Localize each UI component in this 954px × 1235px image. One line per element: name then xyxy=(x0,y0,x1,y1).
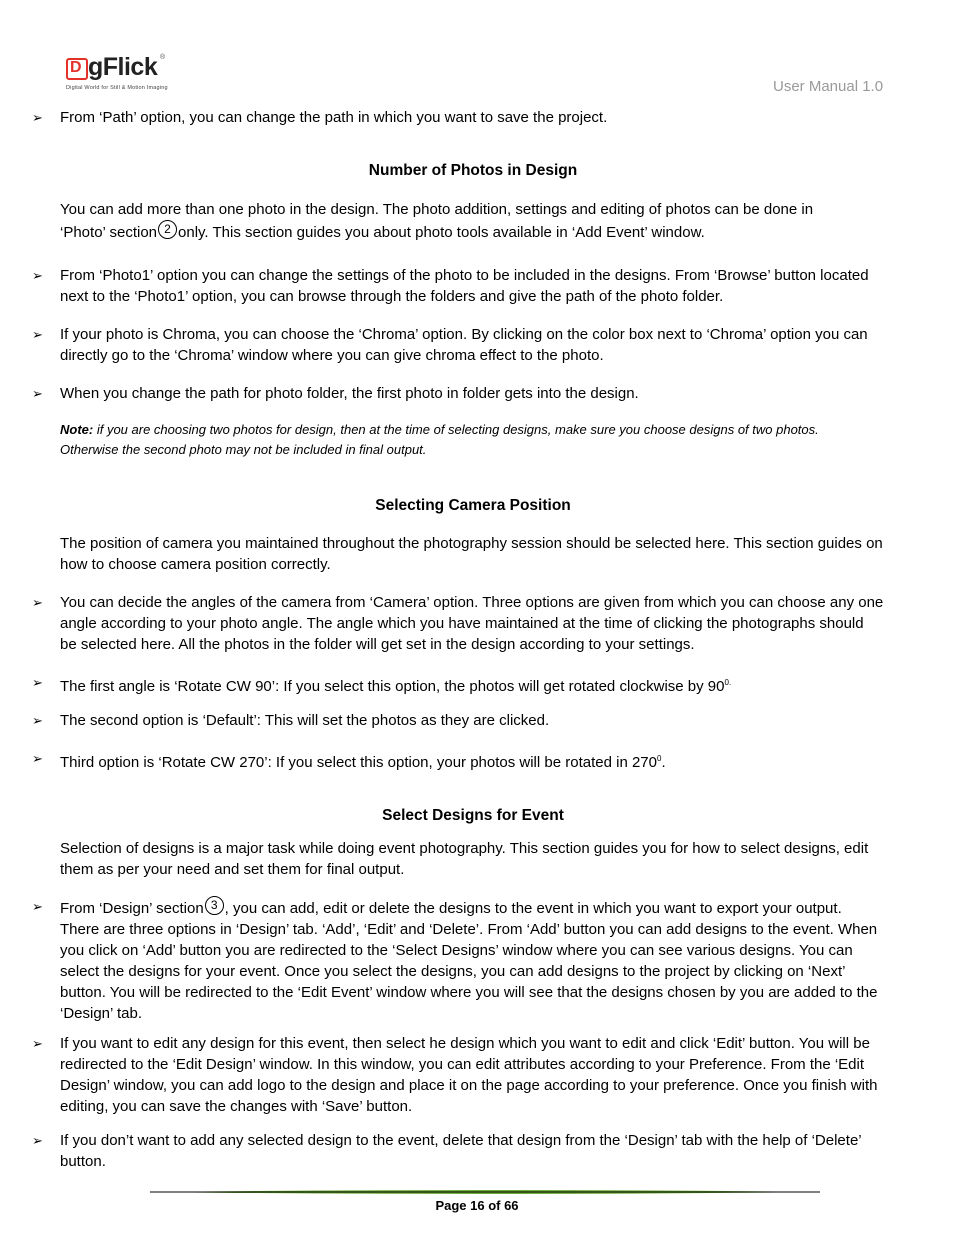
section-heading-designs: Select Designs for Event xyxy=(382,807,564,824)
bullet-icon: ➢ xyxy=(32,899,43,914)
section-number-icon: 2 xyxy=(158,220,177,239)
logo-mark: D xyxy=(66,58,88,80)
bullet-camera-angles: You can decide the angles of the camera from ‘Camera’ option. Three options are given from which you can choose any one angle according to your photo angle. The angle which you have maintained at the time of clicking the photographs should be selected here. All the photos in the folder will get set in the design according to your settings. xyxy=(60,594,884,653)
bullet-rotate-90: The first angle is ‘Rotate CW 90’: If you select this option, the photos will get rotated clockwise by $90^{0.}$ xyxy=(60,678,732,695)
bullet-icon: ➢ xyxy=(32,595,43,610)
bullet-chroma: If your photo is Chroma, you can choose the ‘Chroma’ option. By clicking on the color box next to ‘Chroma’ option you can directly go to the ‘Chroma’ window where you can give chroma effect to the photo. xyxy=(60,326,868,364)
bullet-icon: ➢ xyxy=(32,1036,43,1051)
page-number: Page 16 of 66 xyxy=(435,1198,519,1213)
paragraph-camera-intro: The position of camera you maintained throughout the photography session should be selected here. This section guides on how to choose camera position correctly. xyxy=(60,535,883,573)
bullet-icon: ➢ xyxy=(32,268,43,283)
bullet-icon: ➢ xyxy=(32,327,43,342)
bullet-icon: ➢ xyxy=(32,386,43,401)
section-heading-photos: Number of Photos in Design xyxy=(368,162,578,179)
bullet-edit-design: If you want to edit any design for this event, then select he design which you want to edit and click ‘Edit’ button. You will be redirected to the ‘Edit Design’ window. In this window, you can edit attributes according to your Preference. From the ‘Edit Design’ window, you can add logo to the design and place it on the page according to your preference. Once you finish with editing, you can save the changes with ‘Save’ button. xyxy=(60,1035,878,1115)
footer-divider xyxy=(150,1189,820,1195)
bullet-icon: ➢ xyxy=(32,110,43,125)
bullet-icon: ➢ xyxy=(32,713,43,728)
bullet-icon: ➢ xyxy=(32,1133,43,1148)
bullet-icon: ➢ xyxy=(32,751,43,766)
logo-tagline: Digital World for Still & Motion Imaging xyxy=(66,85,168,91)
paragraph-designs-intro: Selection of designs is a major task while doing event photography. This section guides you for how to select designs, edit them as per your need and set them for final output. xyxy=(60,840,869,878)
bullet-design-section: From ‘Design’ section 3 , you can add, edit or delete the designs to the event in which you want to export your output. There are three options in ‘Design’ tab. ‘Add’, ‘Edit’ and ‘Delete’. From ‘Add’ button you can add designs to the event. When you click on ‘Add’ button you are redirected to the ‘Select Designs’ window where you can see various designs. You can select the designs for your event. Once you select the designs, you can add designs to the project by clicking on ‘Next’ button. You will be redirected to the ‘Edit Event’ window where you will see that the designs chosen by you are added to the ‘Design’ tab. xyxy=(60,898,878,1022)
bullet-default: The second option is ‘Default’: This will set the photos as they are clicked. xyxy=(60,712,550,729)
bullet-photo-path: When you change the path for photo folder, the first photo in folder gets into the design. xyxy=(60,385,639,402)
bullet-icon: ➢ xyxy=(32,675,43,690)
note: Note: if you are choosing two photos for design, then at the time of selecting designs, make sure you choose designs of two photos. Otherwise the second photo may not be included in final output. xyxy=(60,422,819,457)
section-number-icon: 3 xyxy=(205,896,224,915)
company-logo: D gFlick ® Digital World for Still & Motion Imaging xyxy=(66,53,168,91)
bullet-rotate-270: Third option is ‘Rotate CW 270’: If you select this option, your photos will be rotated in $270^0$. xyxy=(60,754,666,771)
manual-version-label: User Manual 1.0 xyxy=(773,78,884,95)
section-heading-camera: Selecting Camera Position xyxy=(375,497,571,514)
paragraph-photos-intro: You can add more than one photo in the design. The photo addition, settings and editing of photos can be done in ‘Photo’ section 2 only. This section guides you about photo tools available in ‘Add Event’ window. xyxy=(60,201,814,241)
bullet-delete-design: If you don’t want to add any selected design to the event, delete that design from the ‘Design’ tab with the help of ‘Delete’ button. xyxy=(60,1132,862,1170)
bullet-photo1: From ‘Photo1’ option you can change the settings of the photo to be included in the designs. From ‘Browse’ button located next to the ‘Photo1’ option, you can browse through the folders and give the path of the photo folder. xyxy=(60,267,869,305)
logo-text: gFlick xyxy=(88,53,158,81)
paragraph-path-option: From ‘Path’ option, you can change the path in which you want to save the project. xyxy=(60,109,608,126)
